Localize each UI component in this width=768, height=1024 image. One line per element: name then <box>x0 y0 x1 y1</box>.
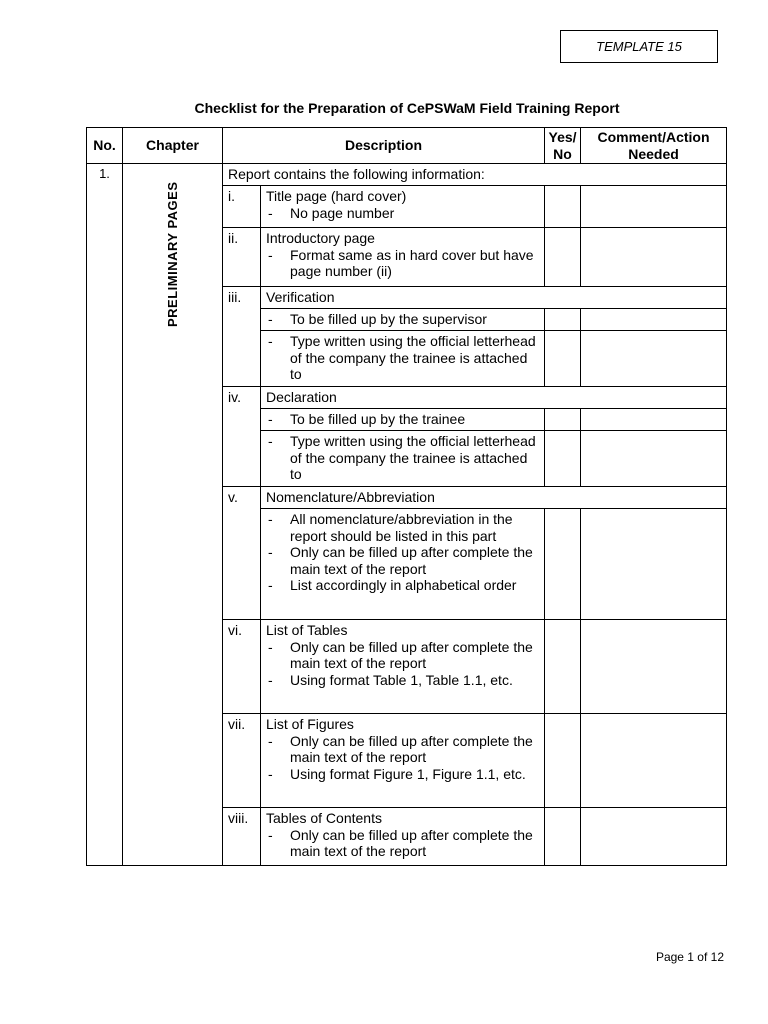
checklist-table <box>86 127 727 866</box>
yes-no-cell[interactable] <box>545 431 581 487</box>
list-item: - Using format Figure 1, Figure 1.1, etc. <box>266 766 539 783</box>
item-heading: Nomenclature/Abbreviation <box>261 487 727 509</box>
yes-no-cell[interactable] <box>545 509 581 620</box>
list-item: - Only can be filled up after complete the main text of the report <box>266 544 539 577</box>
item-description <box>261 509 545 620</box>
list-item: - Only can be filled up after complete the main text of the report <box>266 639 539 672</box>
list-item: - Only can be filled up after complete the main text of the report <box>266 733 539 766</box>
header-chapter: Chapter <box>123 128 223 164</box>
item-number: iii. <box>223 287 261 387</box>
item-description: List of Figures - Only can be filled up after complete the main text of the report - Using format Figure 1, Figure 1.1, etc. <box>261 714 545 808</box>
list-item: - Only can be filled up after complete the main text of the report <box>266 827 539 860</box>
yes-no-cell[interactable] <box>545 309 581 331</box>
item-heading: Verification <box>261 287 727 309</box>
item-description: Introductory page - Format same as in hard cover but have page number (ii) <box>261 228 545 287</box>
comment-cell[interactable] <box>581 186 727 228</box>
comment-cell[interactable] <box>581 431 727 487</box>
item-heading: Declaration <box>261 387 727 409</box>
item-number: ii. <box>223 228 261 287</box>
item-description: Tables of Contents - Only can be filled up after complete the main text of the report <box>261 808 545 866</box>
item-number: v. <box>223 487 261 620</box>
item-number: vi. <box>223 620 261 714</box>
list-item: - All nomenclature/abbreviation in the report should be listed in this part <box>266 511 539 544</box>
item-description <box>261 409 545 431</box>
template-label: TEMPLATE 15 <box>560 30 718 63</box>
yes-no-cell[interactable] <box>545 331 581 387</box>
list-item: - To be filled up by the trainee <box>266 411 539 428</box>
header-description: Description <box>223 128 545 164</box>
item-description <box>261 331 545 387</box>
header-no: No. <box>87 128 123 164</box>
section-intro: Report contains the following information: <box>223 164 727 186</box>
list-item: - List accordingly in alphabetical order <box>266 577 539 594</box>
page-number: Page 1 of 12 <box>655 950 724 964</box>
comment-cell[interactable] <box>581 409 727 431</box>
chapter-label: PRELIMINARY PAGES <box>164 181 180 328</box>
header-yes-no: Yes/ No <box>545 128 581 164</box>
item-number: vii. <box>223 714 261 808</box>
yes-no-cell[interactable] <box>545 808 581 866</box>
table-row <box>87 164 727 186</box>
yes-no-cell[interactable] <box>545 714 581 808</box>
item-number: iv. <box>223 387 261 487</box>
header-comment: Comment/Action Needed <box>581 128 727 164</box>
list-item: - Type written using the official letterhead of the company the trainee is attached to <box>266 333 539 383</box>
item-number: i. <box>223 186 261 228</box>
comment-cell[interactable] <box>581 509 727 620</box>
comment-cell[interactable] <box>581 228 727 287</box>
item-number: viii. <box>223 808 261 866</box>
comment-cell[interactable] <box>581 620 727 714</box>
list-item: - Type written using the official letterhead of the company the trainee is attached to <box>266 433 539 483</box>
list-item: - Format same as in hard cover but have page number (ii) <box>266 247 539 280</box>
comment-cell[interactable] <box>581 714 727 808</box>
document-title: Checklist for the Preparation of CePSWaM Field Training Report <box>194 100 620 116</box>
chapter-cell <box>123 164 223 866</box>
list-item: - Using format Table 1, Table 1.1, etc. <box>266 672 539 689</box>
item-description: Title page (hard cover) - No page number <box>261 186 545 228</box>
yes-no-cell[interactable] <box>545 186 581 228</box>
yes-no-cell[interactable] <box>545 620 581 714</box>
item-description <box>261 431 545 487</box>
comment-cell[interactable] <box>581 808 727 866</box>
comment-cell[interactable] <box>581 331 727 387</box>
yes-no-cell[interactable] <box>545 409 581 431</box>
list-item: - To be filled up by the supervisor <box>266 311 539 328</box>
section-number: 1. <box>87 164 123 866</box>
comment-cell[interactable] <box>581 309 727 331</box>
item-description <box>261 309 545 331</box>
table-header-row <box>87 128 727 164</box>
list-item: - No page number <box>266 205 539 222</box>
yes-no-cell[interactable] <box>545 228 581 287</box>
item-description: List of Tables - Only can be filled up after complete the main text of the report - Using format Table 1, Table 1.1, etc. <box>261 620 545 714</box>
